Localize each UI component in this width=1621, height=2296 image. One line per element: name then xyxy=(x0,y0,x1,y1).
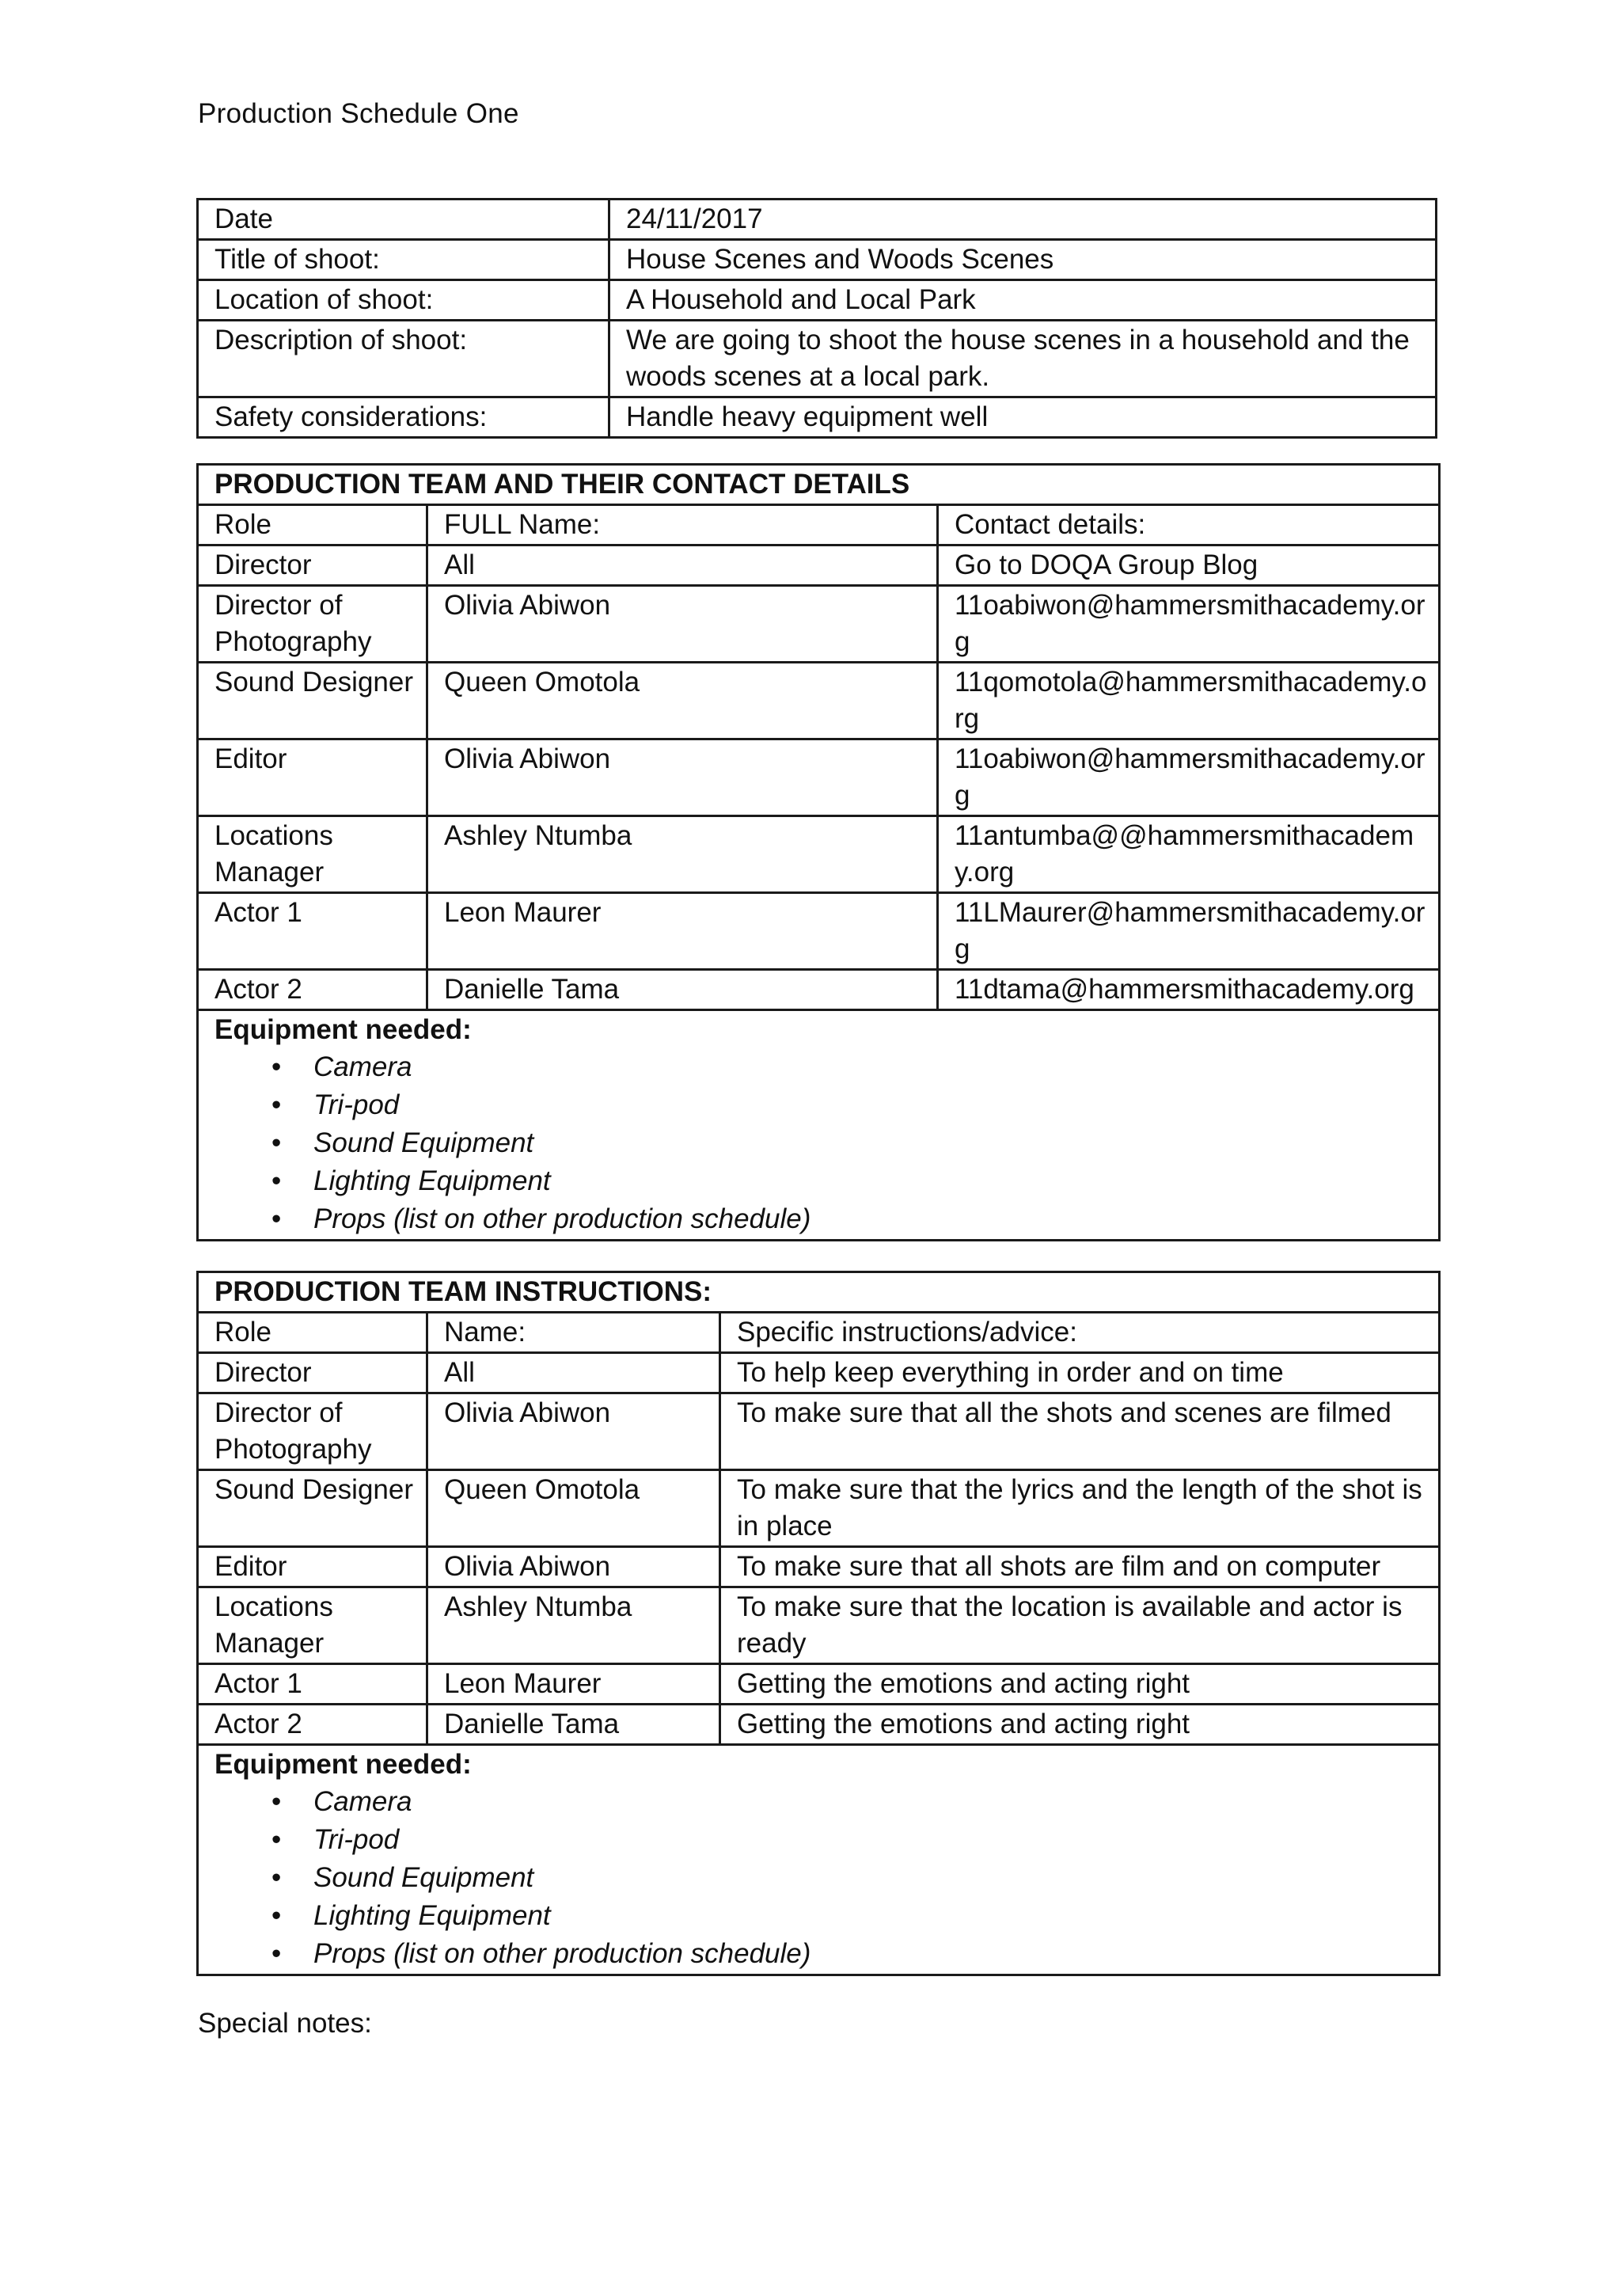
role-cell: Actor 2 xyxy=(198,1705,427,1745)
name-cell: Olivia Abiwon xyxy=(427,586,938,663)
page-title: Production Schedule One xyxy=(198,98,519,129)
name-cell: Queen Omotola xyxy=(427,1470,720,1547)
table-row xyxy=(198,1587,1440,1664)
name-cell: Olivia Abiwon xyxy=(427,739,938,816)
table-row xyxy=(198,1470,1440,1547)
equipment-list xyxy=(214,1783,1430,1973)
column-header: Contact details: xyxy=(938,505,1440,545)
list-item: • Lighting Equipment xyxy=(214,1897,1430,1935)
bullet-icon: • xyxy=(271,1051,282,1082)
list-item: • Sound Equipment xyxy=(214,1859,1430,1897)
instruction-cell: To make sure that all the shots and scenes are filmed xyxy=(720,1393,1440,1470)
role-cell: Sound Designer xyxy=(198,663,427,739)
info-value: 24/11/2017 xyxy=(609,200,1437,240)
bullet-icon: • xyxy=(271,1824,282,1855)
name-cell: Ashley Ntumba xyxy=(427,1587,720,1664)
bullet-icon: • xyxy=(271,1938,282,1969)
special-notes-label: Special notes: xyxy=(198,2008,372,2039)
contact-cell: Go to DOQA Group Blog xyxy=(938,545,1440,586)
name-cell: Olivia Abiwon xyxy=(427,1547,720,1587)
table-row xyxy=(198,397,1437,438)
contact-cell: 11antumba@@hammersmithacademy.org xyxy=(938,816,1440,893)
role-cell: Locations Manager xyxy=(198,816,427,893)
instructions-table xyxy=(196,1271,1441,1976)
list-item: • Camera xyxy=(214,1048,1430,1086)
equipment-heading: Equipment needed: xyxy=(214,1014,472,1045)
table-row xyxy=(198,739,1440,816)
contact-cell: 11oabiwon@hammersmithacademy.org xyxy=(938,739,1440,816)
contacts-heading: PRODUCTION TEAM AND THEIR CONTACT DETAILS xyxy=(198,465,1440,505)
info-value: Handle heavy equipment well xyxy=(609,397,1437,438)
role-cell: Sound Designer xyxy=(198,1470,427,1547)
list-item: • Tri-pod xyxy=(214,1086,1430,1124)
list-item: • Props (list on other production schedule) xyxy=(214,1200,1430,1238)
table-header-row xyxy=(198,505,1440,545)
info-label: Title of shoot: xyxy=(198,240,609,280)
instruction-cell: To make sure that the lyrics and the length of the shot is in place xyxy=(720,1470,1440,1547)
contacts-table xyxy=(196,463,1441,1241)
info-label: Date xyxy=(198,200,609,240)
instructions-heading: PRODUCTION TEAM INSTRUCTIONS: xyxy=(198,1272,1440,1313)
info-label: Description of shoot: xyxy=(198,321,609,397)
equipment-list xyxy=(214,1048,1430,1238)
bullet-icon: • xyxy=(271,1862,282,1893)
info-label: Safety considerations: xyxy=(198,397,609,438)
role-cell: Actor 2 xyxy=(198,970,427,1010)
table-row xyxy=(198,663,1440,739)
shoot-info-table xyxy=(196,198,1437,439)
column-header: Role xyxy=(198,505,427,545)
table-row xyxy=(198,1353,1440,1393)
instruction-cell: Getting the emotions and acting right xyxy=(720,1664,1440,1705)
role-cell: Actor 1 xyxy=(198,893,427,970)
instruction-cell: To help keep everything in order and on time xyxy=(720,1353,1440,1393)
contact-cell: 11LMaurer@hammersmithacademy.org xyxy=(938,893,1440,970)
column-header: Name: xyxy=(427,1313,720,1353)
table-row xyxy=(198,893,1440,970)
equipment-row xyxy=(198,1745,1440,1975)
contact-cell: 11dtama@hammersmithacademy.org xyxy=(938,970,1440,1010)
list-item: • Lighting Equipment xyxy=(214,1162,1430,1200)
contact-cell: 11oabiwon@hammersmithacademy.org xyxy=(938,586,1440,663)
table-row xyxy=(198,1547,1440,1587)
equipment-row xyxy=(198,1010,1440,1241)
table-row xyxy=(198,545,1440,586)
column-header: Role xyxy=(198,1313,427,1353)
table-row xyxy=(198,280,1437,321)
column-header: FULL Name: xyxy=(427,505,938,545)
name-cell: Danielle Tama xyxy=(427,1705,720,1745)
table-row xyxy=(198,586,1440,663)
contact-cell: 11qomotola@hammersmithacademy.org xyxy=(938,663,1440,739)
table-header-row xyxy=(198,1313,1440,1353)
table-row xyxy=(198,970,1440,1010)
bullet-icon: • xyxy=(271,1165,282,1196)
role-cell: Director xyxy=(198,1353,427,1393)
bullet-icon: • xyxy=(271,1900,282,1931)
instruction-cell: To make sure that the location is available and actor is ready xyxy=(720,1587,1440,1664)
table-row xyxy=(198,240,1437,280)
bullet-icon: • xyxy=(271,1127,282,1158)
table-row xyxy=(198,321,1437,397)
name-cell: Ashley Ntumba xyxy=(427,816,938,893)
info-value: A Household and Local Park xyxy=(609,280,1437,321)
name-cell: All xyxy=(427,545,938,586)
bullet-icon: • xyxy=(271,1786,282,1817)
list-item: • Tri-pod xyxy=(214,1821,1430,1859)
role-cell: Director of Photography xyxy=(198,1393,427,1470)
table-row xyxy=(198,1705,1440,1745)
column-header: Specific instructions/advice: xyxy=(720,1313,1440,1353)
table-row xyxy=(198,816,1440,893)
list-item: • Sound Equipment xyxy=(214,1124,1430,1162)
list-item: • Props (list on other production schedule) xyxy=(214,1935,1430,1973)
role-cell: Editor xyxy=(198,1547,427,1587)
list-item: • Camera xyxy=(214,1783,1430,1821)
name-cell: Olivia Abiwon xyxy=(427,1393,720,1470)
bullet-icon: • xyxy=(271,1203,282,1234)
equipment-cell xyxy=(198,1745,1440,1975)
name-cell: Leon Maurer xyxy=(427,1664,720,1705)
role-cell: Locations Manager xyxy=(198,1587,427,1664)
info-label: Location of shoot: xyxy=(198,280,609,321)
role-cell: Director of Photography xyxy=(198,586,427,663)
equipment-cell xyxy=(198,1010,1440,1241)
name-cell: Danielle Tama xyxy=(427,970,938,1010)
table-row xyxy=(198,1664,1440,1705)
bullet-icon: • xyxy=(271,1089,282,1120)
table-row xyxy=(198,200,1437,240)
info-value: House Scenes and Woods Scenes xyxy=(609,240,1437,280)
role-cell: Director xyxy=(198,545,427,586)
info-value: We are going to shoot the house scenes in a household and the woods scenes at a local park. xyxy=(609,321,1437,397)
name-cell: Queen Omotola xyxy=(427,663,938,739)
equipment-heading: Equipment needed: xyxy=(214,1749,472,1780)
name-cell: Leon Maurer xyxy=(427,893,938,970)
table-row xyxy=(198,1393,1440,1470)
instruction-cell: To make sure that all shots are film and on computer xyxy=(720,1547,1440,1587)
role-cell: Actor 1 xyxy=(198,1664,427,1705)
instruction-cell: Getting the emotions and acting right xyxy=(720,1705,1440,1745)
role-cell: Editor xyxy=(198,739,427,816)
name-cell: All xyxy=(427,1353,720,1393)
